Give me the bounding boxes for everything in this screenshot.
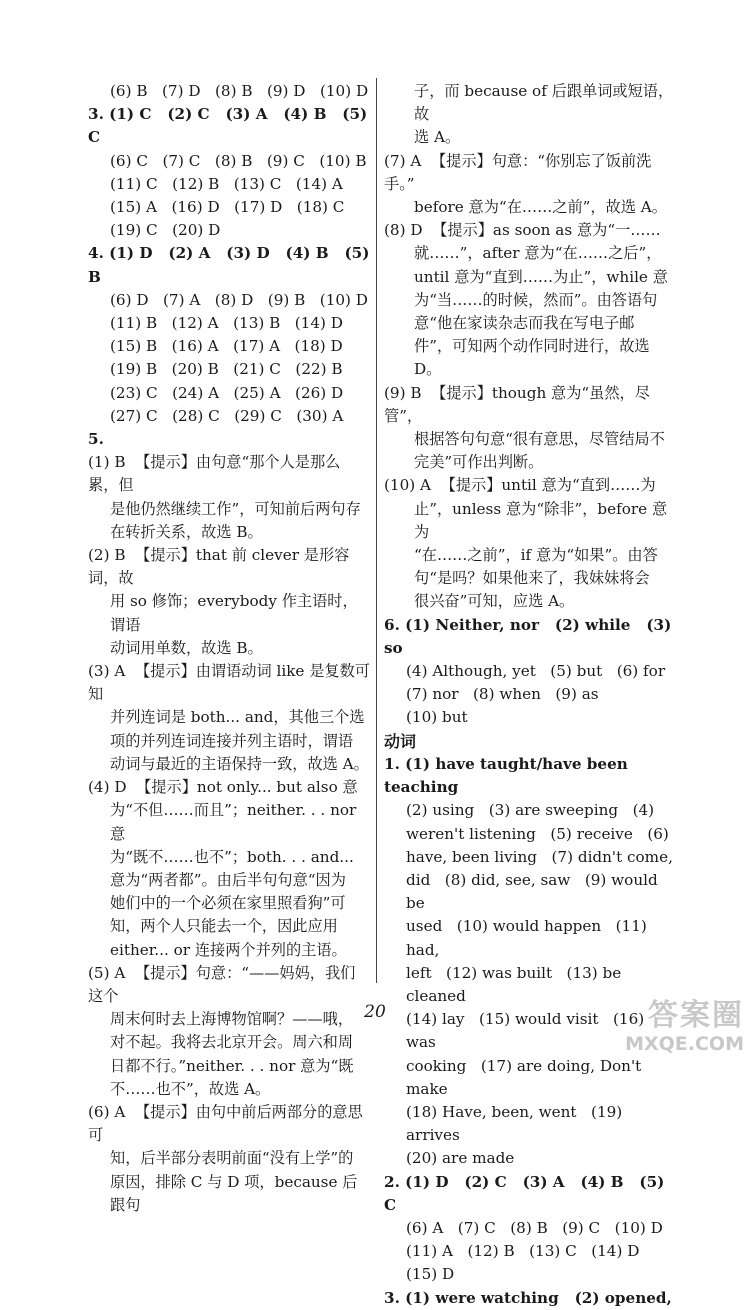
answer-line: (6) D (7) A (8) D (9) B (10) D	[110, 290, 368, 309]
column-divider	[376, 78, 377, 983]
answer-line: 子，而 because of 后跟单词或短语，故	[414, 82, 674, 124]
answer-line: 3. (1) were watching (2) opened,	[384, 1288, 672, 1307]
answer-line: 为“既不……也不”；both. . . and...	[110, 847, 354, 866]
answer-line: (11) A (12) B (13) C (14) D	[406, 1242, 640, 1261]
answer-line: 动词	[384, 731, 417, 751]
answer-line: 选 A。	[414, 128, 461, 147]
answer-line: (10) but	[406, 708, 468, 727]
answer-line: before 意为“在……之前”，故选 A。	[414, 198, 667, 217]
answer-line: 意为“两者都”。由后半句句意“因为	[110, 870, 346, 889]
answer-line: 知，后半部分表明前面“没有上学”的	[110, 1149, 354, 1168]
answer-line: “在……之前”，if 意为“如果”。由答	[414, 546, 658, 565]
answer-line: weren't listening (5) receive (6)	[406, 824, 669, 843]
answer-line: 很兴奋”可知，应选 A。	[414, 592, 575, 611]
answer-line: 用 so 修饰；everybody 作主语时，谓语	[110, 592, 358, 634]
answer-line: (6) C (7) C (8) B (9) C (10) B	[110, 151, 367, 170]
answer-line: 她们中的一个必须在家里照看狗”可	[110, 894, 346, 913]
answer-line: 意“他在家读杂志而我在写电子邮	[414, 314, 635, 333]
left-column	[88, 80, 375, 1217]
answer-line: (11) C (12) B (13) C (14) A	[110, 174, 343, 193]
answer-line: 1. (1) have taught/have been teaching	[384, 754, 634, 797]
answer-line: 日都不行。”neither. . . nor 意为“既	[110, 1056, 354, 1075]
answer-line: (15) A (16) D (17) D (18) C	[110, 198, 345, 217]
watermark-text-top: 答案圈	[648, 998, 744, 1033]
answer-line: (7) A 【提示】句意：“你别忘了饭前洗手。”	[384, 151, 652, 193]
answer-line: 件”，可知两个动作同时进行，故选 D。	[414, 337, 655, 379]
answer-line: 不……也不”，故选 A。	[110, 1079, 271, 1098]
answer-line: (1) B 【提示】由句意“那个人是那么累，但	[88, 453, 341, 495]
watermark-logo	[604, 999, 744, 1063]
answer-line: 2. (1) D (2) C (3) A (4) B (5) C	[384, 1172, 670, 1214]
answer-line: 动词与最近的主语保持一致，故选 A。	[110, 754, 369, 773]
answer-line: (18) Have, been, went (19) arrives	[406, 1102, 628, 1145]
answer-line: used (10) would happen (11) had,	[406, 917, 652, 959]
answer-line: (20) are made	[406, 1149, 515, 1168]
answer-line: 根据答句句意“很有意思，尽管结局不	[414, 430, 665, 449]
answer-line: 是他仍然继续工作”，可知前后两句存	[110, 499, 361, 518]
answer-line: 并列连词是 both... and，其他三个选	[110, 708, 365, 727]
answer-line: (19) C (20) D	[110, 221, 221, 240]
answer-line: 5.	[88, 430, 104, 449]
right-column	[384, 80, 677, 1310]
answer-line: (27) C (28) C (29) C (30) A	[110, 406, 344, 425]
answer-line: 止”，unless 意为“除非”，before 意为	[414, 499, 668, 541]
answer-line: (6) B (7) D (8) B (9) D (10) D	[110, 82, 369, 100]
answer-line: (15) B (16) A (17) A (18) D	[110, 337, 343, 356]
answer-line: 完美”可作出判断。	[414, 453, 544, 472]
answer-line: 周末何时去上海博物馆啊？——哦，	[110, 1010, 353, 1029]
answer-line: 原因，排除 C 与 D 项，because 后跟句	[110, 1172, 358, 1214]
answer-line: cooking (17) are doing, Don't make	[406, 1056, 647, 1098]
answer-line: 就……”，after 意为“在……之后”，	[414, 244, 662, 263]
answer-line: (14) lay (15) would visit (16) was	[406, 1010, 649, 1052]
answer-line: (19) B (20) B (21) C (22) B	[110, 360, 343, 379]
answer-line: 项的并列连词连接并列主语时，谓语	[110, 731, 353, 750]
answer-line: did (8) did, see, saw (9) would be	[406, 870, 663, 913]
answer-line: (10) A 【提示】until 意为“直到……为	[384, 476, 656, 495]
answer-line: 对不起。我将去北京开会。周六和周	[110, 1033, 353, 1052]
answer-line: 3. (1) C (2) C (3) A (4) B (5) C	[88, 105, 373, 147]
answer-line: 在转折关系，故选 B。	[110, 522, 263, 541]
answer-line: (15) D	[406, 1265, 455, 1284]
answer-line: (2) B 【提示】that 前 clever 是形容词，故	[88, 546, 350, 588]
answer-line: 6. (1) Neither, nor (2) while (3) so	[384, 615, 677, 657]
answer-line: (11) B (12) A (13) B (14) D	[110, 314, 343, 333]
answer-line: 动词用单数，故选 B。	[110, 638, 263, 657]
answer-line: (4) D 【提示】not only... but also 意	[88, 778, 358, 797]
answer-line: (6) A (7) C (8) B (9) C (10) D	[406, 1218, 663, 1237]
answer-line: 句“是吗？如果他来了，我妹妹将会	[414, 569, 650, 588]
answer-line: 为“当……的时候，然而”。由答语句	[414, 290, 658, 309]
answer-line: 为“不但……而且”；neither. . . nor 意	[110, 801, 362, 843]
answer-line: until 意为“直到……为止”，while 意	[414, 267, 668, 286]
answer-line: left (12) was built (13) be cleaned	[406, 963, 627, 1005]
answer-line: either... or 连接两个并列的主语。	[110, 940, 347, 959]
answer-line: (23) C (24) A (25) A (26) D	[110, 383, 344, 402]
answer-line: (4) Although, yet (5) but (6) for	[406, 662, 666, 681]
answer-line: 知，两个人只能去一个，因此应用	[110, 917, 338, 936]
answer-line: (7) nor (8) when (9) as	[406, 685, 599, 704]
answer-line: (2) using (3) are sweeping (4)	[406, 801, 655, 820]
answer-line: (3) A 【提示】由谓语动词 like 是复数可知	[88, 662, 370, 704]
answer-line: have, been living (7) didn't come,	[406, 847, 673, 866]
answer-line: (5) A 【提示】句意：“——妈妈，我们这个	[88, 963, 356, 1005]
page-number: 20	[364, 1002, 386, 1022]
answer-line: (6) A 【提示】由句中前后两部分的意思可	[88, 1102, 363, 1145]
answer-line: (9) B 【提示】though 意为“虽然，尽管”，	[384, 383, 650, 425]
answer-line: (8) D 【提示】as soon as 意为“一……	[384, 221, 661, 240]
answer-line: 4. (1) D (2) A (3) D (4) B (5) B	[88, 244, 375, 286]
watermark-text-bottom: MXQE.COM	[625, 1033, 744, 1055]
